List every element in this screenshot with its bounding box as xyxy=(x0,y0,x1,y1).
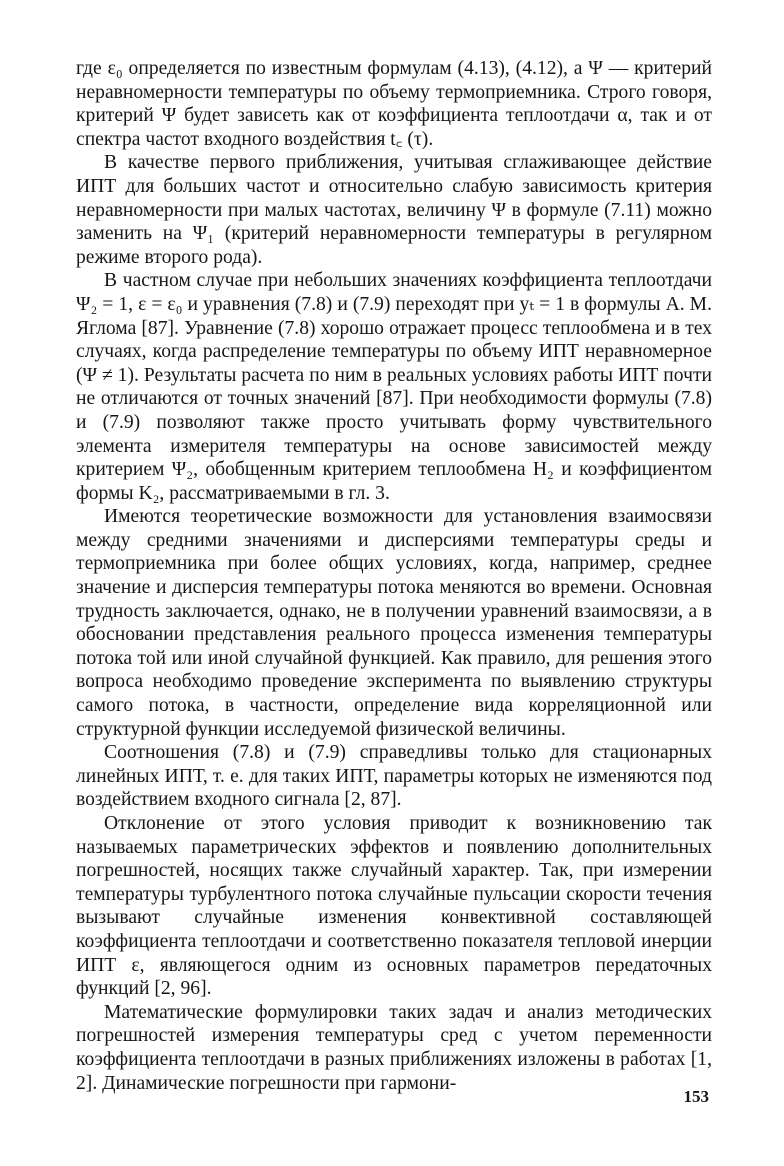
paragraph-5: Соотношения (7.8) и (7.9) справедливы только для стационарных линейных ИПТ, т. е. для таких ИПТ, параметры которых не изменяются под воздействием входного сигнала [2, 87]. xyxy=(76,742,712,811)
paragraph-4: Имеются теоретические возможности для установления взаимосвязи между средними значениями и дисперсиями температуры среды и термоприемника при более общих условиях, когда, например, среднее значение и дисперсия температуры потока меняются во времени. Основная трудность заключается, однако, не в получении уравнений взаимосвязи, а в обосновании представления реального процесса изменения температуры потока той или иной случайной функцией. Как правило, для решения этого вопроса необходимо проведение эксперимента по выявлению структуры самого потока, в частности, определение вида корреляционной или структурной функции исследуемой физической величины. xyxy=(76,506,712,740)
paragraph-6: Отклонение от этого условия приводит к возникновению так называемых параметрических эффектов и появлению дополнительных погрешностей, носящих также случайный характер. Так, при измерении температуры турбулентного потока случайные пульсации скорости течения вызывают случайные изменения конвективной составляющей коэффициента теплоотдачи и соответственно показателя тепловой инерции ИПТ ε, являющегося одним из основных параметров передаточных функций [2, 96]. xyxy=(76,813,712,1000)
page-number: 153 xyxy=(683,1087,709,1106)
paragraph-7: Математические формулировки таких задач и анализ методических погрешностей измерения температуры сред с учетом переменности коэффициента теплоотдачи в разных приближениях изложены в работах [1, 2]. Динамические погрешности при гармони- xyxy=(76,1001,712,1094)
page-body xyxy=(76,57,712,1095)
paragraph-2: В качестве первого приближения, учитывая сглаживающее действие ИПТ для больших частот и относительно слабую зависимость критерия неравномерности при малых частотах, величину Ψ в формуле (7.11) можно заменить на Ψ₁ (критерий неравномерности температуры в регулярном режиме второго рода). xyxy=(76,152,712,268)
paragraph-1: где ε₀ определяется по известным формулам (4.13), (4.12), а Ψ — критерий неравномерности температуры по объему термоприемника. Строго говоря, критерий Ψ будет зависеть как от коэффициента теплоотдачи α, так и от спектра частот входного воздействия t꜀ (τ). xyxy=(76,58,712,150)
paragraph-3: В частном случае при небольших значениях коэффициента теплоотдачи Ψ₂ = 1, ε = ε₀ и уравнения (7.8) и (7.9) переходят при yₜ = 1 в формулы А. М. Яглома [87]. Уравнение (7.8) хорошо отражает процесс теплообмена и в тех случаях, когда распределение температуры по объему ИПТ неравномерное (Ψ ≠ 1). Результаты расчета по ним в реальных условиях работы ИПТ почти не отличаются от точных значений [87]. При необходимости формулы (7.8) и (7.9) позволяют также просто учитывать форму чувствительного элемента измерителя температуры на основе зависимостей между критерием Ψ₂, обобщенным критерием теплообмена H₂ и коэффициентом формы K₂, рассматриваемыми в гл. 3. xyxy=(76,270,712,504)
